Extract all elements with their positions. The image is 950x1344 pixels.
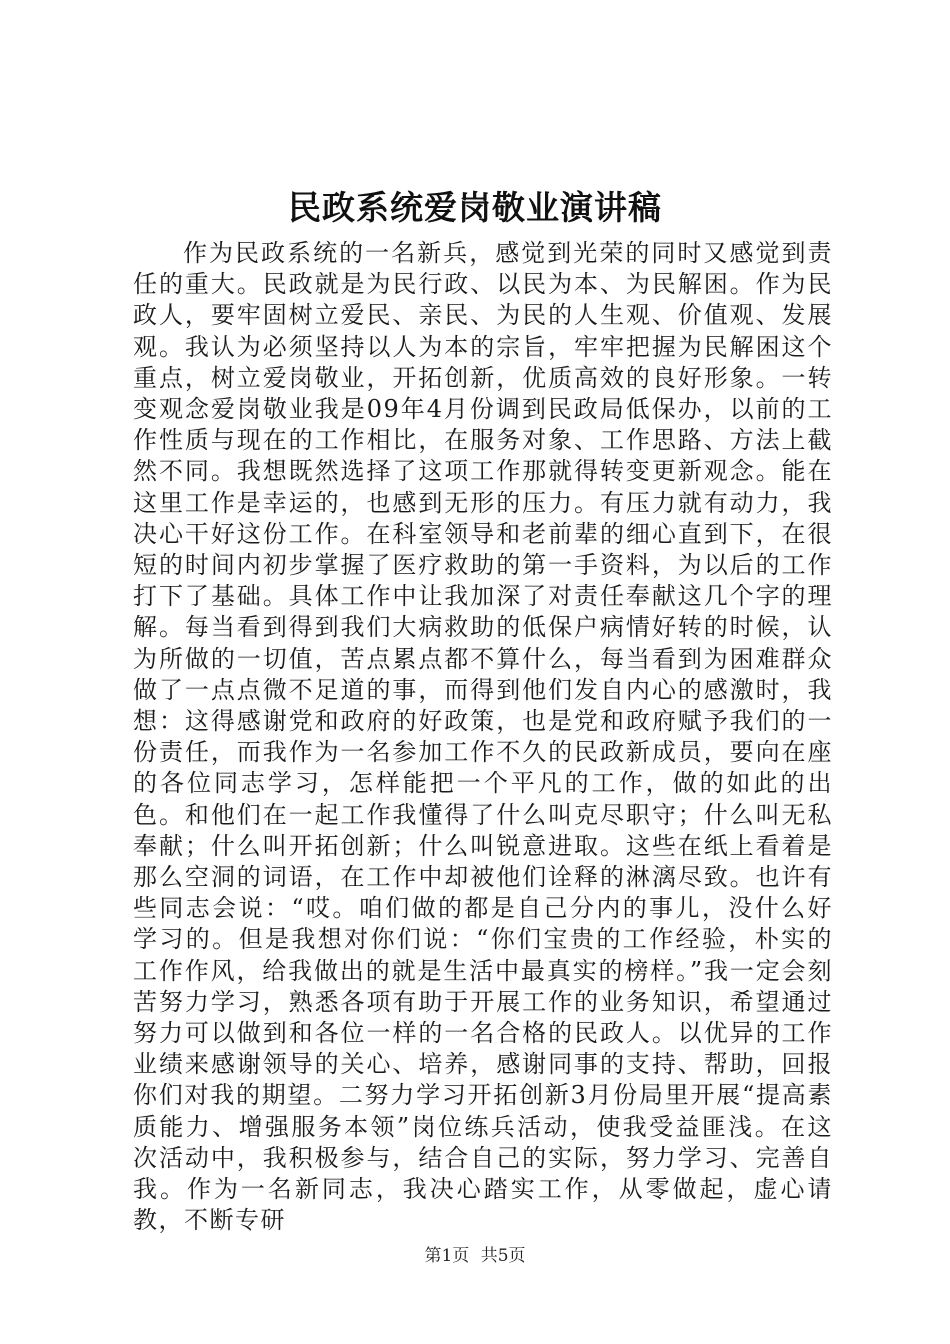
page-number-current: 第1页 [424, 1246, 470, 1266]
document-title: 民政系统爱岗敬业演讲稿 [288, 188, 662, 227]
page-number-total: 共5页 [480, 1246, 526, 1266]
body-paragraph: 作为民政系统的一名新兵，感觉到光荣的同时又感觉到责任的重大。民政就是为民行政、以民为本、为民解困。作为民政人，要牢固树立爱民、亲民、为民的人生观、价值观、发展观。我认为必须坚持以人为本的宗旨，牢牢把握为民解困这个重点，树立爱岗敬业，开拓创新，优质高效的良好形象。一转变观念爱岗敬业我是09年4月份调到民政局低保办，以前的工作性质与现在的工作相比，在服务对象、工作思路、方法上截然不同。我想既然选择了这项工作那就得转变更新观念。能在这里工作是幸运的，也感到无形的压力。有压力就有动力，我决心干好这份工作。在科室领导和老前辈的细心直到下，在很短的时间内初步掌握了医疗救助的第一手资料，为以后的工作打下了基础。具体工作中让我加深了对责任奉献这几个字的理解。每当看到得到我们大病救助的低保户病情好转的时候，认为所做的一切值，苦点累点都不算什么，每当看到为困难群众做了一点点微不足道的事，而得到他们发自内心的感激时，我想：这得感谢党和政府的好政策，也是党和政府赋予我们的一份责任，而我作为一名参加工作不久的民政新成员，要向在座的各位同志学习，怎样能把一个平凡的工作，做的如此的出色。和他们在一起工作我懂得了什么叫克尽职守；什么叫无私奉献；什么叫开拓创新；什么叫锐意进取。这些在纸上看着是那么空洞的词语，在工作中却被他们诠释的淋漓尽致。也许有些同志会说：“哎。咱们做的都是自己分内的事儿，没什么好学习的。但是我想对你们说：“你们宝贵的工作经验，朴实的工作作风，给我做出的就是生活中最真实的榜样。”我一定会刻苦努力学习，熟悉各项有助于开展工作的业务知识，希望通过努力可以做到和各位一样的一名合格的民政人。以优异的工作业绩来感谢领导的关心、培养，感谢同事的支持、帮助，回报你们对我的期望。二努力学习开拓创新3月份局里开展“提高素质能力、增强服务本领”岗位练兵活动，使我受益匪浅。在这次活动中，我积极参与，结合自己的实际，努力学习、完善自我。作为一名新同志，我决心踏实工作，从零做起，虚心请教，不断专研 [133, 239, 833, 1235]
page-footer [0, 1245, 950, 1267]
